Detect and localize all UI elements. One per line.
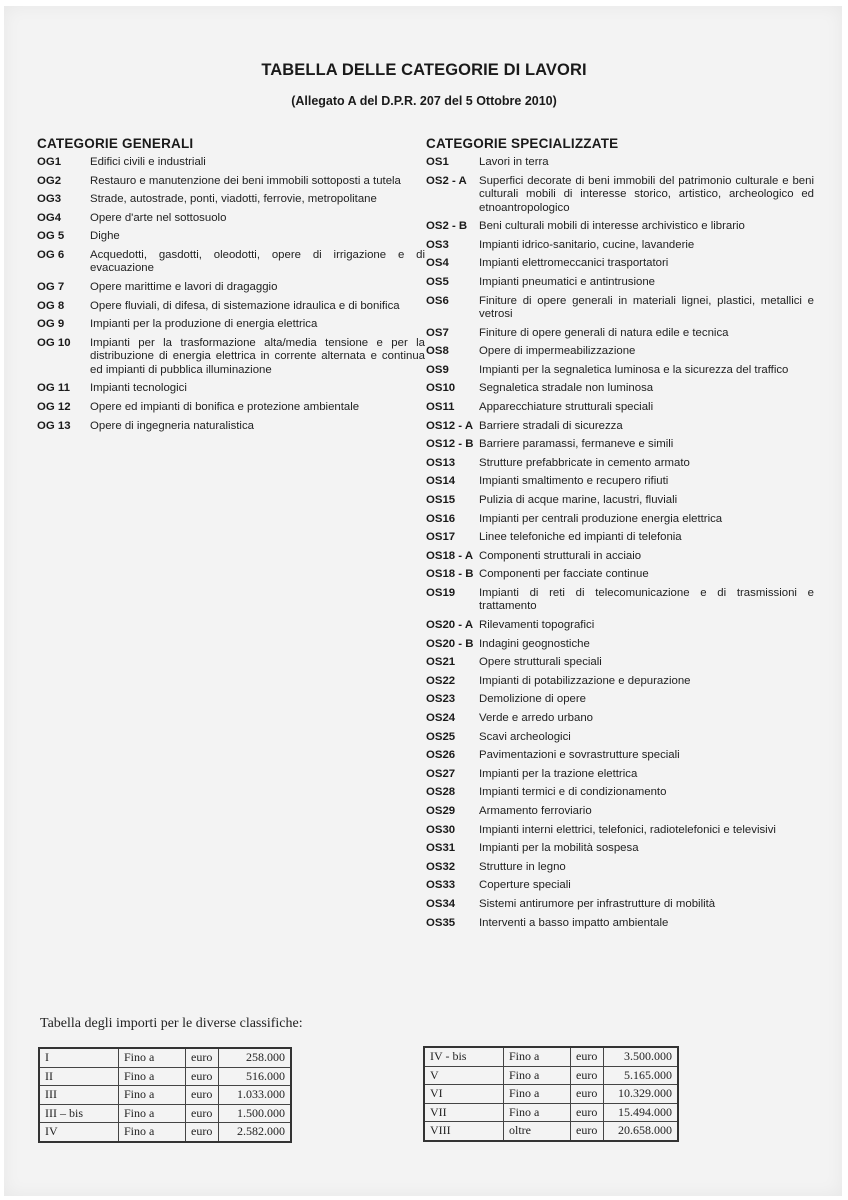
classifica-cell: III [39, 1086, 119, 1105]
category-code: OG3 [37, 193, 62, 206]
limite-cell: Fino a [504, 1085, 571, 1104]
importi-row [39, 1086, 291, 1105]
importi-row [424, 1122, 678, 1141]
importi-row [39, 1067, 291, 1086]
category-description: Finiture di opere generali in materiali lignei, plastici, metallici e vetrosi [479, 294, 814, 321]
category-code: OS25 [426, 730, 456, 743]
category-row [426, 587, 814, 614]
category-row [426, 619, 814, 633]
importo-cell: 5.165.000 [604, 1066, 679, 1085]
category-row [426, 917, 814, 931]
category-row [426, 842, 814, 856]
category-description: Barriere paramassi, fermaneve e simili [479, 438, 674, 451]
importo-cell: 1.033.000 [219, 1086, 292, 1105]
category-description: Superfici decorate di beni immobili del patrimonio culturale e beni culturali mobili di interesse storico, artistico, archeologico ed etnoantropologico [479, 174, 814, 214]
category-code: OS2 - B [426, 220, 468, 233]
category-code: OG4 [37, 211, 62, 224]
category-description: Impianti per centrali produzione energia elettrica [479, 512, 723, 525]
category-description: Opere strutturali speciali [479, 656, 602, 669]
valuta-cell: euro [571, 1047, 604, 1066]
importi-row [424, 1047, 678, 1066]
limite-cell: Fino a [119, 1123, 186, 1142]
category-row [37, 337, 425, 378]
category-row [37, 249, 425, 276]
category-row [37, 175, 425, 189]
category-code: OG 10 [37, 336, 71, 349]
category-row [426, 749, 814, 763]
category-row [426, 364, 814, 378]
category-code: OS27 [426, 767, 456, 780]
valuta-cell: euro [571, 1103, 604, 1122]
category-description: Opere d'arte nel sottosuolo [90, 211, 227, 224]
valuta-cell: euro [186, 1067, 219, 1086]
category-code: OS20 - B [426, 637, 474, 650]
category-description: Opere di impermeabilizzazione [479, 345, 636, 358]
category-row [426, 382, 814, 396]
category-description: Sistemi antirumore per infrastrutture di mobilità [479, 897, 716, 910]
classifica-cell: VI [424, 1085, 504, 1104]
categorie-specializzate-list [426, 156, 814, 930]
category-code: OG 5 [37, 230, 65, 243]
category-row [37, 230, 425, 244]
category-row [426, 295, 814, 322]
importi-caption: Tabella degli importi per le diverse classifiche: [40, 1016, 303, 1031]
category-row [37, 193, 425, 207]
category-code: OG 12 [37, 401, 71, 414]
category-row [426, 327, 814, 341]
valuta-cell: euro [571, 1085, 604, 1104]
category-row [426, 824, 814, 838]
category-description: Interventi a basso impatto ambientale [479, 916, 669, 929]
category-description: Impianti di potabilizzazione e depurazione [479, 674, 691, 687]
category-row [37, 156, 425, 170]
limite-cell: Fino a [504, 1103, 571, 1122]
category-description: Scavi archeologici [479, 730, 571, 743]
valuta-cell: euro [571, 1122, 604, 1141]
category-description: Impianti pneumatici e antintrusione [479, 275, 656, 288]
limite-cell: Fino a [119, 1067, 186, 1086]
category-code: OS5 [426, 275, 449, 288]
category-row [426, 805, 814, 819]
category-code: OS10 [426, 382, 456, 395]
categorie-generali-heading: CATEGORIE GENERALI [37, 136, 194, 151]
category-code: OS13 [426, 456, 456, 469]
category-code: OS18 - A [426, 549, 474, 562]
document-subtitle: (Allegato A del D.P.R. 207 del 5 Ottobre 2010) [291, 94, 557, 108]
category-code: OG 8 [37, 299, 65, 312]
category-description: Linee telefoniche ed impianti di telefonia [479, 531, 682, 544]
limite-cell: oltre [504, 1122, 571, 1141]
category-code: OS19 [426, 586, 456, 599]
category-description: Restauro e manutenzione dei beni immobili sottoposti a tutela [90, 174, 401, 187]
classifica-cell: V [424, 1066, 504, 1085]
category-row [426, 531, 814, 545]
classifica-cell: VII [424, 1103, 504, 1122]
category-row [426, 656, 814, 670]
category-code: OS15 [426, 494, 456, 506]
category-row [426, 420, 814, 434]
category-code: OS21 [426, 656, 456, 669]
importi-row [424, 1066, 678, 1085]
category-description: Indagini geognostiche [479, 637, 590, 650]
category-description: Segnaletica stradale non luminosa [479, 382, 654, 395]
category-row [426, 712, 814, 726]
category-code: OS24 [426, 712, 456, 725]
limite-cell: Fino a [119, 1048, 186, 1067]
importo-cell: 2.582.000 [219, 1123, 292, 1142]
category-code: OS22 [426, 674, 456, 687]
category-description: Impianti per la produzione di energia elettrica [90, 318, 318, 331]
category-row [37, 281, 425, 295]
category-code: OG 6 [37, 248, 65, 261]
category-row [37, 420, 425, 434]
category-description: Pulizia di acque marine, lacustri, fluviali [479, 494, 678, 506]
category-code: OS7 [426, 326, 449, 339]
category-row [37, 382, 425, 396]
category-description: Impianti per la trazione elettrica [479, 767, 638, 780]
category-code: OS34 [426, 897, 456, 910]
category-code: OS28 [426, 786, 456, 799]
category-row [426, 693, 814, 707]
category-row [37, 212, 425, 226]
category-row [426, 257, 814, 271]
category-description: Impianti tecnologici [90, 382, 187, 395]
category-row [426, 276, 814, 290]
categorie-generali-list [37, 156, 425, 433]
category-code: OG 9 [37, 318, 65, 331]
category-description: Componenti strutturali in acciaio [479, 549, 642, 562]
limite-cell: Fino a [119, 1086, 186, 1105]
category-row [37, 300, 425, 314]
importi-table-left [38, 1047, 292, 1143]
category-code: OS16 [426, 512, 456, 525]
category-code: OS12 - B [426, 438, 474, 451]
category-code: OG2 [37, 174, 62, 187]
category-code: OS17 [426, 531, 456, 544]
category-description: Strutture prefabbricate in cemento armato [479, 456, 690, 469]
category-code: OS6 [426, 294, 449, 307]
limite-cell: Fino a [119, 1104, 186, 1123]
category-row [426, 898, 814, 912]
category-description: Apparecchiature strutturali speciali [479, 401, 654, 414]
category-description: Opere di ingegneria naturalistica [90, 419, 254, 432]
category-description: Dighe [90, 230, 120, 243]
category-description: Rilevamenti topografici [479, 619, 595, 632]
category-code: OS30 [426, 823, 456, 836]
category-code: OS18 - B [426, 568, 474, 581]
limite-cell: Fino a [504, 1066, 571, 1085]
category-row [426, 550, 814, 564]
category-row [426, 156, 814, 170]
importo-cell: 20.658.000 [604, 1122, 679, 1141]
category-row [426, 513, 814, 527]
valuta-cell: euro [186, 1104, 219, 1123]
importi-row [39, 1104, 291, 1123]
importi-table-right [423, 1046, 679, 1142]
document-title: TABELLA DELLE CATEGORIE DI LAVORI [261, 61, 587, 79]
category-code: OG 7 [37, 281, 65, 294]
valuta-cell: euro [186, 1048, 219, 1067]
category-code: OG 13 [37, 419, 71, 432]
valuta-cell: euro [571, 1066, 604, 1085]
category-description: Impianti elettromeccanici trasportatori [479, 257, 669, 270]
category-row [426, 438, 814, 452]
classifica-cell: I [39, 1048, 119, 1067]
category-code: OG1 [37, 156, 62, 168]
category-row [426, 768, 814, 782]
classifica-cell: IV - bis [424, 1047, 504, 1066]
category-row [37, 401, 425, 415]
category-row [426, 568, 814, 582]
category-row [426, 457, 814, 471]
category-description: Coperture speciali [479, 879, 571, 892]
valuta-cell: euro [186, 1123, 219, 1142]
category-description: Impianti per la mobilità sospesa [479, 842, 639, 855]
category-description: Armamento ferroviario [479, 805, 592, 817]
importo-cell: 1.500.000 [219, 1104, 292, 1123]
category-description: Opere marittime e lavori di dragaggio [90, 281, 278, 294]
importi-row [39, 1123, 291, 1142]
importo-cell: 258.000 [219, 1048, 292, 1067]
categorie-specializzate-section [426, 136, 814, 935]
category-row [426, 239, 814, 253]
category-row [37, 318, 425, 332]
classifica-cell: VIII [424, 1122, 504, 1141]
category-row [426, 879, 814, 893]
category-code: OS31 [426, 842, 456, 855]
category-code: OS12 - A [426, 419, 474, 432]
valuta-cell: euro [186, 1086, 219, 1105]
category-row [426, 786, 814, 800]
category-description: Strutture in legno [479, 860, 566, 873]
category-description: Strade, autostrade, ponti, viadotti, ferrovie, metropolitane [90, 193, 377, 206]
category-description: Barriere stradali di sicurezza [479, 419, 623, 432]
category-row [426, 475, 814, 489]
category-row [426, 401, 814, 415]
category-code: OS2 - A [426, 174, 467, 187]
category-description: Impianti smaltimento e recupero rifiuti [479, 475, 669, 488]
category-code: OS33 [426, 879, 456, 892]
category-row [426, 175, 814, 216]
importi-row [424, 1085, 678, 1104]
category-row [426, 861, 814, 875]
importi-row [39, 1048, 291, 1067]
importo-cell: 15.494.000 [604, 1103, 679, 1122]
category-description: Componenti per facciate continue [479, 568, 649, 581]
category-row [426, 638, 814, 652]
limite-cell: Fino a [504, 1047, 571, 1066]
category-description: Impianti di reti di telecomunicazione e di trasmissioni e trattamento [479, 586, 814, 613]
categorie-generali-section [37, 136, 425, 438]
category-description: Verde e arredo urbano [479, 712, 593, 725]
category-code: OS29 [426, 805, 456, 817]
category-row [426, 731, 814, 745]
classifica-cell: II [39, 1067, 119, 1086]
importo-cell: 516.000 [219, 1067, 292, 1086]
category-description: Acquedotti, gasdotti, oleodotti, opere di irrigazione e di evacuazione [90, 248, 425, 275]
category-code: OS35 [426, 916, 456, 929]
classifica-cell: III – bis [39, 1104, 119, 1123]
category-description: Impianti idrico-sanitario, cucine, lavanderie [479, 238, 695, 251]
category-description: Beni culturali mobili di interesse archivistico e librario [479, 220, 745, 233]
category-row [426, 345, 814, 359]
category-code: OS32 [426, 860, 456, 873]
category-row [426, 220, 814, 234]
category-code: OS9 [426, 363, 449, 376]
category-description: Lavori in terra [479, 156, 549, 168]
category-description: Impianti per la segnaletica luminosa e la sicurezza del traffico [479, 363, 789, 376]
category-description: Finiture di opere generali di natura edile e tecnica [479, 326, 729, 339]
category-code: OG 11 [37, 382, 70, 395]
category-code: OS23 [426, 693, 456, 706]
category-code: OS8 [426, 345, 449, 358]
category-code: OS11 [426, 401, 455, 414]
importi-row [424, 1103, 678, 1122]
category-description: Impianti termici e di condizionamento [479, 786, 667, 799]
category-description: Pavimentazioni e sovrastrutture speciali [479, 749, 680, 762]
category-description: Demolizione di opere [479, 693, 587, 706]
category-code: OS26 [426, 749, 456, 762]
category-code: OS20 - A [426, 619, 474, 632]
importo-cell: 3.500.000 [604, 1047, 679, 1066]
category-row [426, 494, 814, 508]
category-code: OS3 [426, 238, 449, 251]
category-row [426, 675, 814, 689]
category-code: OS1 [426, 156, 449, 168]
category-description: Edifici civili e industriali [90, 156, 206, 168]
category-code: OS4 [426, 257, 449, 270]
categorie-specializzate-heading: CATEGORIE SPECIALIZZATE [426, 136, 619, 151]
category-description: Impianti per la trasformazione alta/media tensione e per la distribuzione di energia elettrica in corrente alternata e continua ed impianti di pubblica illuminazione [90, 336, 425, 376]
category-description: Opere fluviali, di difesa, di sistemazione idraulica e di bonifica [90, 299, 400, 312]
category-code: OS14 [426, 475, 456, 488]
category-description: Opere ed impianti di bonifica e protezione ambientale [90, 401, 360, 414]
importo-cell: 10.329.000 [604, 1085, 679, 1104]
category-description: Impianti interni elettrici, telefonici, radiotelefonici e televisivi [479, 823, 776, 836]
classifica-cell: IV [39, 1123, 119, 1142]
